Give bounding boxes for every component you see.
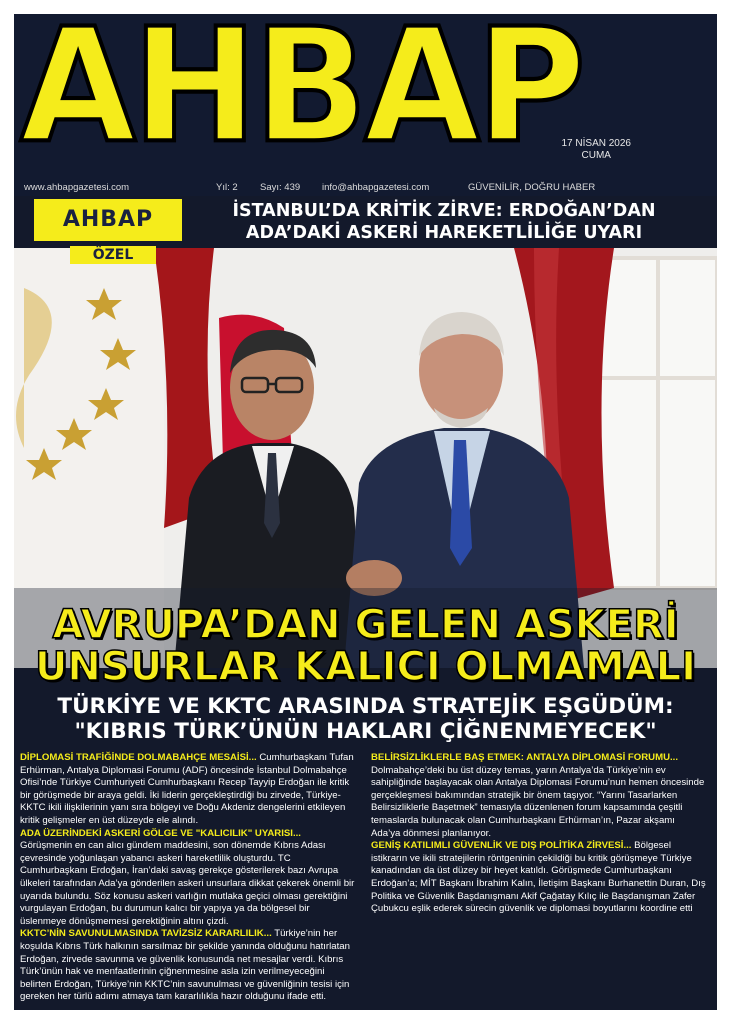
- paragraph-1: [20, 752, 355, 828]
- paragraph-5-text: Bölgesel istikrarın ve ikili stratejilerin röntgeninin çekildiği bu kritik görüşmeye Türkiye kanadından da üst düzey bir heyet katıldı. Görüşmede Cumhurbaşkanı Erdoğan’a; MİT Başkanı İbrahim Kalın, İletişim Başkanı Burhanettin Duran, Dış Politika ve Güvenlik Başdanışmanı Akif Çağatay Kılıç ile Başdanışman Zafer Çubukcu eşlik ederek sürecin güvenlik ve diplomasi boyutlarını koordine etti: [371, 840, 706, 915]
- paragraph-2: [20, 828, 355, 929]
- sub-headline: TÜRKİYE VE KKTC ARASINDA STRATEJİK EŞGÜDÜM: "KIBRIS TÜRK’ÜNÜN HAKLARI ÇİĞNENMEYECEK": [57, 694, 674, 744]
- kicker-5: GENİŞ KATILIMLI GÜVENLİK VE DIŞ POLİTİKA ZİRVESİ...: [371, 840, 632, 852]
- brand-badge: AHBAP: [34, 199, 182, 241]
- slogan: GÜVENİLİR, DOĞRU HABER: [468, 182, 596, 193]
- email-link[interactable]: info@ahbapgazetesi.com: [322, 182, 430, 193]
- paragraph-3: [20, 928, 355, 1004]
- paragraph-2-text: Görüşmenin en can alıcı gündem maddesini, son dönemde Kıbrıs Adası çevresinde yoğunlaşan yabancı askeri hareketlilik oluşturdu. TC Cumhurbaşkanı Erdoğan, İran’daki savaş gerekçe gösterilerek bazı Avrupa ülkeleri tarafından Ada’ya gönderilen askeri unsurlara dikkat çekerek önemli bir uyarıda bulundu. Söz konusu askeri varlığın mutlaka geçici olması gerektiğini vurgulayan Erdoğan, bu durumun kalıcı bir yapıya ya da bölgesel bir üslenmeye dönüşmemesi gerektiğinin altını çizdi.: [20, 840, 355, 927]
- paragraph-4-text: Dolmabahçe’deki bu üst düzey temas, yarın Antalya’da Türkiye’nin ev sahipliğinde başlayacak olan Antalya Diplomasi Forumu’nun hemen öncesinde gerçekleşmesi bakımından stratejik bir önem taşıyor. “Yarını Tasarlarken Belirsizliklerle Başetmek” temasıyla düzenlenen forum kapsamında çeşitli temaslarda bulunacak olan Cumhurbaşkanı Erhürman’ın, Pazar akşamı Ada’ya dönmesi planlanıyor.: [371, 764, 705, 839]
- newspaper-logo: AHBAP: [20, 14, 582, 179]
- kicker-1: DİPLOMASİ TRAFİĞİNDE DOLMABAHÇE MESAİSİ...: [20, 752, 257, 763]
- info-bar: [24, 182, 704, 194]
- issue-date: [562, 138, 632, 162]
- article-column-right: [371, 752, 706, 916]
- kicker-4: BELİRSİZLİKLERLE BAŞ ETMEK: ANTALYA DİPLOMASİ FORUMU...: [371, 752, 679, 763]
- headline-strip: [14, 196, 717, 248]
- day-text: CUMA: [581, 150, 611, 161]
- special-badge: ÖZEL: [70, 246, 156, 264]
- paragraph-3-text: Türkiye’nin her koşulda Kıbrıs Türk halkının sarsılmaz bir şekilde yanında olduğunu hatırlatan Erdoğan, zirvede savunma ve güvenlik konusunda net mesajlar verdi. Kıbrıs Türk’ünün hak ve menfaatlerinin çiğnenmesine asla izin verilmeyeceğini belirten Erdoğan, Türkiye’nin KKTC’nin savunulması ve güvenliğinin tesisi için gereken her türlü adımı atmaya tam kararlılıkla hazır olduğunu ifade etti.: [20, 928, 350, 1003]
- masthead: [14, 14, 717, 196]
- newspaper-page: [14, 14, 717, 1010]
- article-body: [20, 752, 712, 1007]
- article-column-left: [20, 752, 355, 1004]
- website-link[interactable]: www.ahbapgazetesi.com: [24, 182, 130, 193]
- strip-headline: İSTANBUL’DA KRİTİK ZİRVE: ERDOĞAN’DAN ADA’DAKİ ASKERİ HAREKETLİLİĞE UYARI: [232, 201, 656, 243]
- issue-label: Sayı: 439: [260, 182, 301, 193]
- paragraph-5: [371, 840, 706, 916]
- main-headline: AVRUPA’DAN GELEN ASKERİ UNSURLAR KALICI OLMAMALI: [34, 602, 697, 690]
- paragraph-1-text: Cumhurbaşkanı Tufan Erhürman, Antalya Diplomasi Forumu (ADF) öncesinde İstanbul Dolmabahçe Ofisi’nde Türkiye Cumhuriyeti Cumhurbaşkanı Recep Tayyip Erdoğan ile kritik bir görüşmede bir araya geldi. İki liderin gerçekleştirdiği bu zirvede, Türkiye-KKTC ikili ilişkilerinin yanı sıra bölgeyi ve Doğu Akdeniz dengelerini etkileyen kritik gelişmeler en üst düzeyde ele alındı.: [20, 752, 354, 826]
- kicker-3: KKTC’NİN SAVUNULMASINDA TAVİZSİZ KARARLILIK...: [20, 928, 272, 940]
- year-label: Yıl: 2: [216, 182, 238, 193]
- kicker-2: ADA ÜZERİNDEKİ ASKERİ GÖLGE VE "KALICILIK" UYARISI...: [20, 827, 301, 839]
- paragraph-4: [371, 752, 706, 840]
- date-text: 17 NİSAN 2026: [561, 138, 631, 149]
